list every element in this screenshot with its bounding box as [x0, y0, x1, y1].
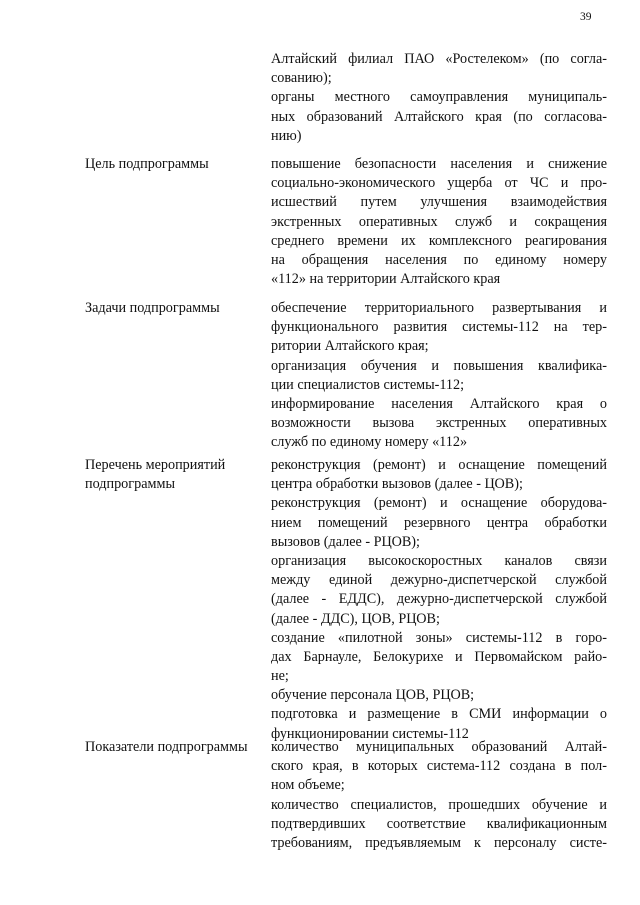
content-line: сованию); [271, 70, 332, 87]
content-line: «112» на территории Алтайского края [271, 271, 501, 288]
content-line: (далее - ЕДДС), дежурно-диспетчерской службой [271, 591, 607, 608]
content-line: реконструкция (ремонт) и оснащение помещений [271, 457, 607, 473]
content-line: организация обучения и повышения квалифика- [271, 357, 607, 374]
content-line: органы местного самоуправления муниципаль- [271, 89, 607, 106]
content-line: функционировании системы-112 [271, 725, 469, 742]
content-line: повышение безопасности населения и снижение [271, 156, 607, 172]
content-line: ского края, в которых система-112 создана в пол- [271, 758, 607, 775]
content-line: обеспечение территориального развертывания и [271, 300, 607, 316]
content-line: не; [271, 668, 289, 685]
content-line: ции специалистов системы-112; [271, 376, 465, 393]
content-line: функционального развития системы-112 на тер- [271, 319, 607, 336]
content-line: дах Барнауле, Белокурихе и Первомайском райо- [271, 648, 607, 665]
content-line: центра обработки вызовов (далее - ЦОВ); [271, 476, 523, 493]
content-line: возможности вызова экстренных оперативных [271, 415, 607, 432]
section-label-line: Показатели подпрограммы [85, 739, 248, 755]
section-label [85, 155, 270, 174]
content-line: создание «пилотной зоны» системы-112 в горо- [271, 629, 607, 646]
content-line: ритории Алтайского края; [271, 338, 429, 355]
section-label [85, 738, 270, 757]
content-line: среднего времени их комплексного реагирования [271, 232, 607, 249]
content-line: на обращения населения по единому номеру [271, 251, 607, 268]
content-line: ных образований Алтайского края (по согласова- [271, 108, 607, 125]
section-content [271, 50, 607, 146]
content-line: вызовов (далее - РЦОВ); [271, 533, 420, 550]
section-content [271, 155, 607, 289]
content-line: нием помещений резервного центра обработки [271, 514, 607, 531]
content-line: исшествий путем улучшения взаимодействия [271, 194, 607, 211]
content-line: организация высокоскоростных каналов связи [271, 552, 607, 569]
content-line: между единой дежурно-диспетчерской службой [271, 572, 607, 589]
section-label-line: подпрограммы [85, 476, 175, 493]
section-label-line: Задачи подпрограммы [85, 300, 220, 316]
content-line: информирование населения Алтайского края о [271, 395, 607, 412]
content-line: экстренных оперативных служб и сокращения [271, 213, 607, 230]
content-line: подготовка и размещение в СМИ информации о [271, 706, 607, 723]
content-line: (далее - ДДС), ЦОВ, РЦОВ; [271, 610, 440, 627]
section-label-line: Перечень мероприятий [85, 457, 226, 473]
page-number: 39 [580, 11, 592, 23]
content-line: ном объеме; [271, 777, 345, 794]
section-label [85, 299, 270, 318]
content-line: количество муниципальных образований Алтай- [271, 739, 607, 755]
content-line: служб по единому номеру «112» [271, 434, 468, 451]
section-content [271, 738, 607, 853]
content-line: количество специалистов, прошедших обучение и [271, 796, 607, 813]
content-line: реконструкция (ремонт) и оснащение оборудова- [271, 495, 607, 512]
content-line: требованиям, предъявляемым к персоналу систе- [271, 834, 607, 851]
content-line: Алтайский филиал ПАО «Ростелеком» (по согла- [271, 51, 607, 67]
section-label [85, 456, 270, 494]
section-content [271, 456, 607, 744]
content-line: социально-экономического ущерба от ЧС и про- [271, 175, 607, 192]
content-line: нию) [271, 127, 302, 144]
content-line: обучение персонала ЦОВ, РЦОВ; [271, 687, 475, 704]
section-label-line: Цель подпрограммы [85, 156, 209, 172]
content-line: подтвердивших соответствие квалификационным [271, 815, 607, 832]
section-content [271, 299, 607, 453]
